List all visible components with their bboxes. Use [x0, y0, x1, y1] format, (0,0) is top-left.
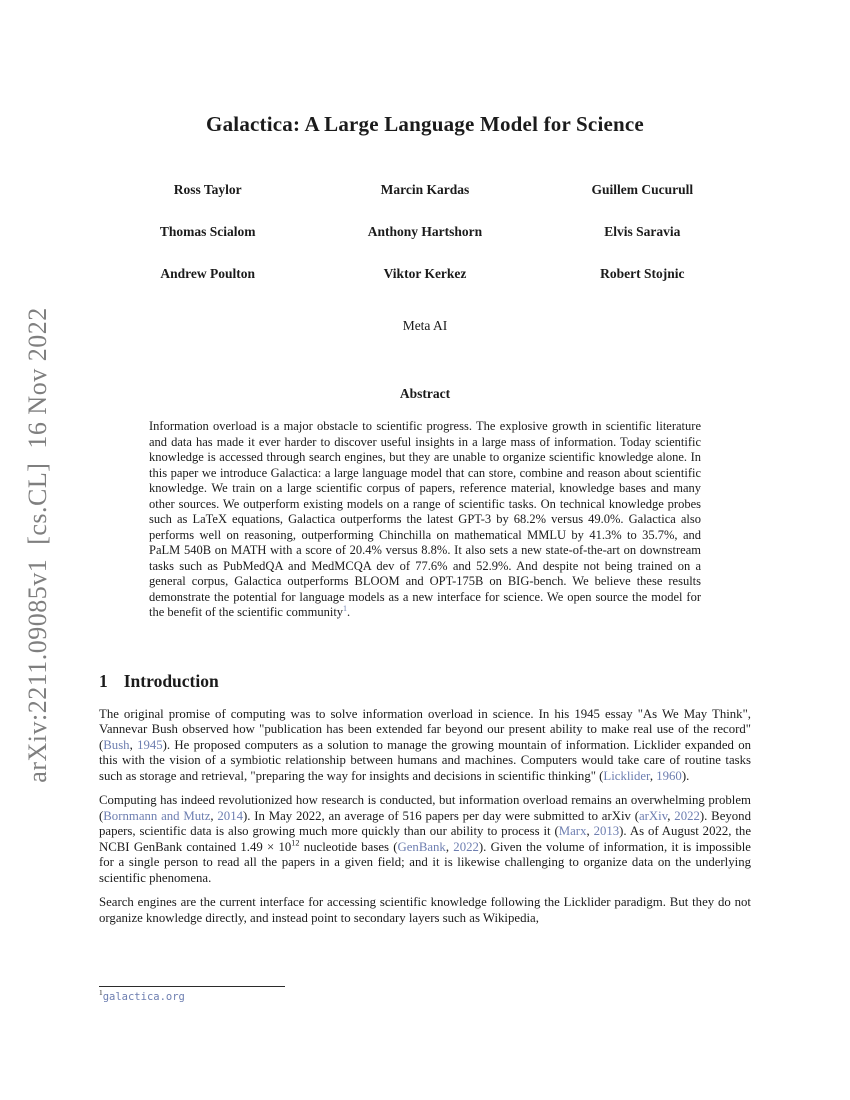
- citation-link[interactable]: Bush: [103, 737, 130, 752]
- footnote-area: [99, 986, 751, 1003]
- text-segment: nucleotide bases (: [299, 839, 398, 854]
- section-title: Introduction: [123, 670, 219, 691]
- text-segment: ,: [210, 808, 218, 823]
- text-segment: ,: [586, 824, 594, 838]
- affiliation: Meta AI: [402, 318, 448, 333]
- text-segment: ). As of August 2022, the NCBI GenBank contained 1.49 × 10: [99, 824, 752, 854]
- abstract-text: [149, 419, 701, 621]
- citation-link[interactable]: Marx: [558, 824, 587, 838]
- citation-link[interactable]: 1945: [137, 737, 163, 752]
- author-name: Guillem Cucurull: [591, 182, 694, 197]
- text-segment: ). In May 2022, an average of 516 papers per day were submitted to arXiv (: [242, 808, 639, 823]
- arxiv-watermark: arXiv:2211.09085v1 [cs.CL] 16 Nov 2022: [23, 307, 52, 783]
- section-heading: [99, 671, 751, 692]
- text-segment: Computing has indeed revolutionized how research is conducted, but information overload remains an overwhelming problem (: [99, 793, 751, 823]
- paragraph: [99, 707, 751, 785]
- author-grid: [99, 181, 751, 282]
- citation-link[interactable]: 2013: [593, 824, 620, 838]
- section-number: 1: [99, 670, 108, 691]
- citation-link[interactable]: arXiv: [638, 808, 668, 823]
- text-segment: ,: [129, 737, 138, 752]
- citation-link[interactable]: Licklider: [603, 768, 650, 783]
- author-name: Anthony Hartshorn: [367, 224, 483, 239]
- footnote-marker: 1: [99, 988, 103, 998]
- footnote-url-link[interactable]: galactica.org: [102, 991, 185, 1003]
- author-name: Ross Taylor: [173, 182, 242, 197]
- paragraph: [99, 895, 751, 926]
- citation-link[interactable]: 2022: [453, 839, 479, 854]
- citation-link[interactable]: Bornmann and Mutz: [103, 808, 211, 823]
- paragraph: [99, 793, 751, 886]
- footnote: [99, 988, 751, 1003]
- citation-link[interactable]: 2022: [674, 808, 700, 823]
- text-segment: The original promise of computing was to solve information overload in science. In his 1945 essay "As We May Think", Vannevar Bush observed how "publication has been extended far beyond our present ability to make real use of the record" (: [99, 706, 751, 752]
- text-segment: .: [347, 605, 351, 619]
- text-segment: ,: [445, 839, 454, 854]
- author-name: Robert Stojnic: [600, 266, 685, 281]
- author-name: Andrew Poulton: [160, 266, 255, 281]
- author-name: Elvis Saravia: [604, 224, 681, 239]
- footnote-rule: [99, 986, 285, 987]
- paper-content: [99, 0, 751, 926]
- citation-link[interactable]: 1960: [656, 768, 682, 783]
- text-segment: Information overload is a major obstacle to scientific progress. The explosive growth in scientific literature and data has made it ever harder to discover useful insights in a large mass of information. Today scientific knowledge is accessed through search engines, but they are unable to organize scientific knowledge alone. In this paper we introduce Galactica: a large language model that can store, combine and reason about scientific knowledge. We train on a large scientific corpus of papers, reference material, knowledge bases and many other sources. We outperform existing models on a range of scientific tasks. On technical knowledge probes such as LaTeX equations, Galactica outperforms the latest GPT-3 by 68.2% versus 49.0%. Galactica also performs well on reasoning, outperforming Chinchilla on mathematical MMLU by 41.3% to 35.7%, and PaLM 540B on MATH with a score of 20.4% versus 8.8%. It also sets a new state-of-the-art on downstream tasks such as PubMedQA and MedMCQA dev of 77.6% and 52.9%. And despite not being trained on a general corpus, Galactica outperforms BLOOM and OPT-175B on BIG-bench. We believe these results demonstrate the potential for language models as a new interface for science. We open source the model for the benefit of the scientific community: [149, 419, 701, 619]
- citation-link[interactable]: GenBank: [397, 839, 446, 854]
- text-segment: 12: [291, 838, 300, 848]
- abstract-heading: Abstract: [399, 386, 451, 401]
- text-segment: Search engines are the current interface for accessing scientific knowledge following the Licklider paradigm. But they do not organize knowledge directly, and instead point to secondary layers such as Wikipedia,: [99, 895, 751, 925]
- text-segment: ,: [667, 808, 675, 823]
- footnote-ref-link[interactable]: 1: [343, 603, 348, 613]
- text-segment: ). Beyond papers, scientific data is also growing much more quickly than our ability to process it (: [99, 808, 751, 838]
- author-name: Marcin Kardas: [380, 182, 470, 197]
- text-segment: ,: [649, 768, 657, 783]
- author-name: Thomas Scialom: [159, 224, 256, 239]
- paper-title: Galactica: A Large Language Model for Science: [206, 112, 644, 136]
- text-segment: ).: [681, 768, 690, 783]
- author-name: Viktor Kerkez: [383, 266, 467, 281]
- text-segment: ). He proposed computers as a solution to manage the growing mountain of information. Licklider expanded on this with the vision of a symbiotic relationship between humans and machines. Computers would take care of routine tasks such as storage and retrieval, "preparing the way for insights and decisions in scientific thinking" (: [99, 737, 751, 783]
- text-segment: ). Given the volume of information, it is impossible for a single person to read all the papers in a given field; and it is likewise challenging to organize data on the underlying scientific phenomena.: [99, 839, 751, 885]
- citation-link[interactable]: 2014: [217, 808, 243, 823]
